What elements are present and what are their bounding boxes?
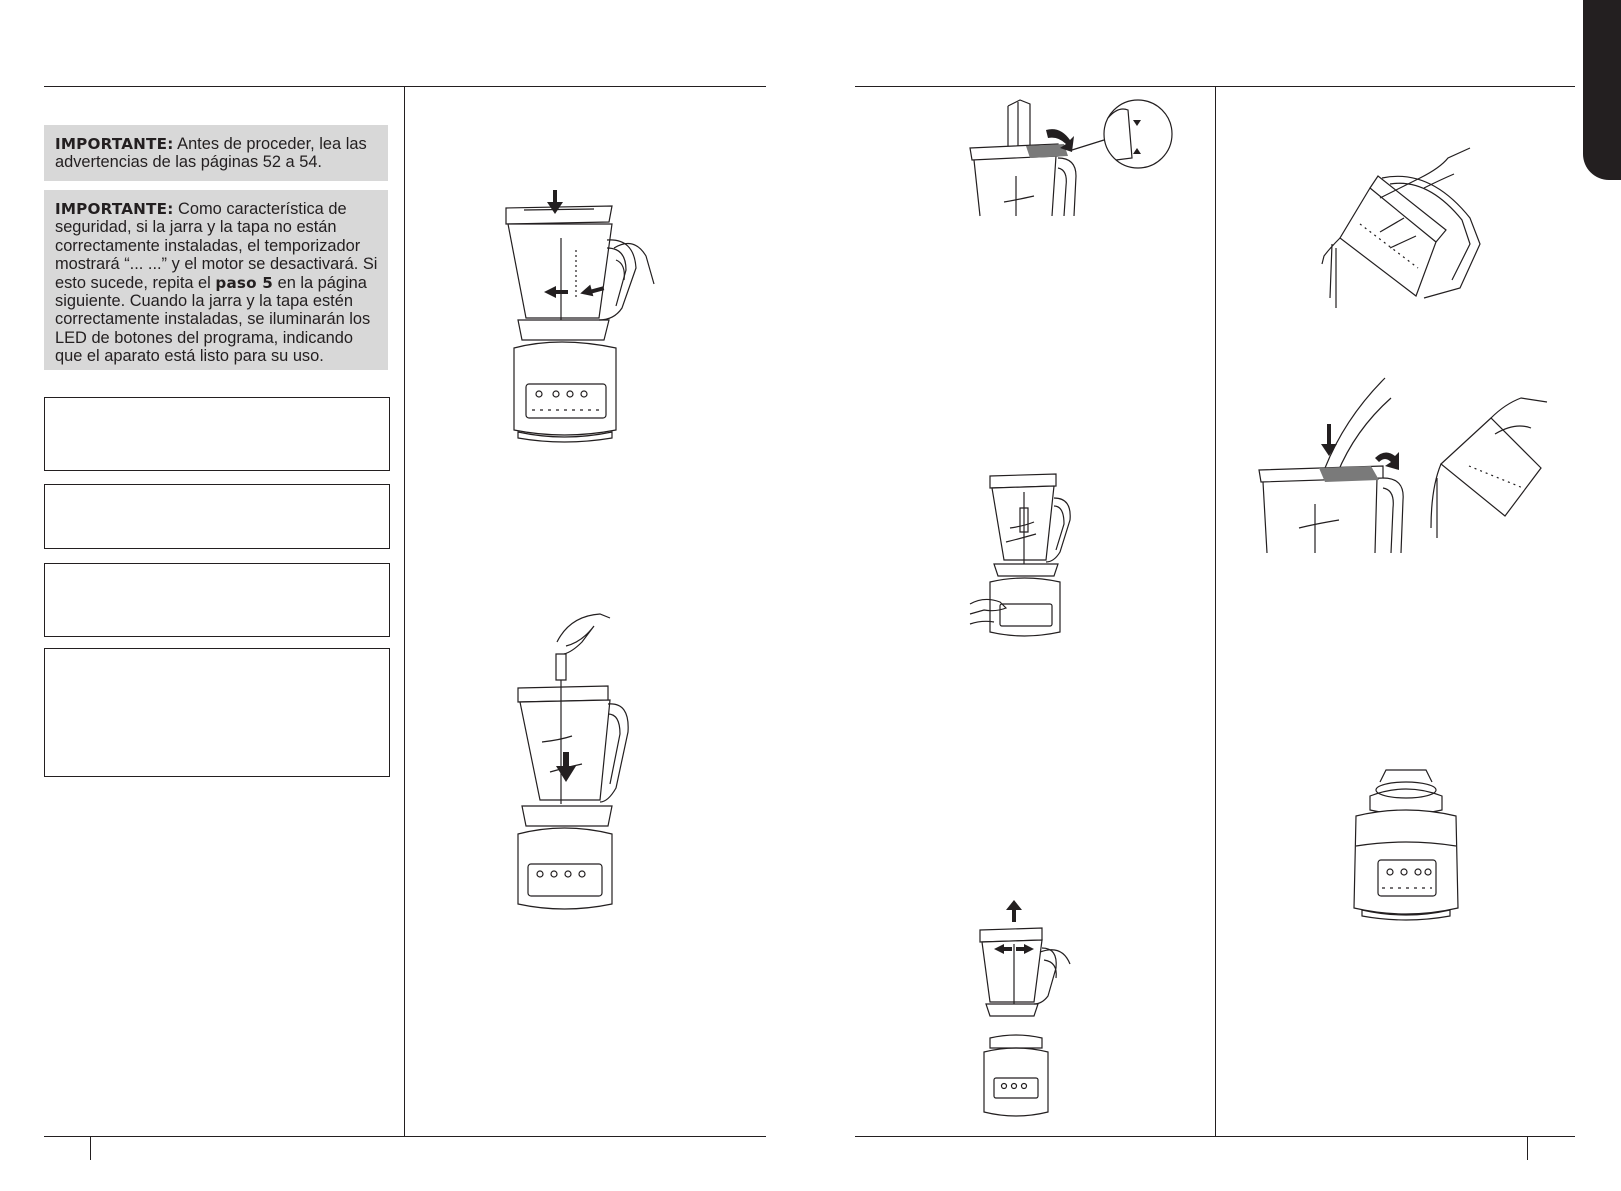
pitcher-removal-icon [978,900,1074,1122]
blender-lid-install-icon [504,188,659,453]
important-label: IMPORTANTE: [55,135,174,153]
empty-box-4 [44,648,390,777]
important-note-text-continued: en la página siguiente. Cuando la jarra y la tapa estén correctamente instaladas, se iluminarán los LED de botones del programa, indicando que el aparato está listo para su uso. [55,273,371,366]
important-note-text: Antes de proceder, lea las advertencias de las páginas 52 a 54. [55,135,367,172]
bottom-rule-right [855,1136,1575,1137]
column-divider-left [404,86,405,1136]
important-note-warnings [44,125,388,181]
page-number-divider-right [1527,1136,1528,1160]
motor-base-icon [1350,768,1462,920]
empty-box-3 [44,563,390,637]
important-label: IMPORTANTE: [55,200,174,218]
important-note-text: Como característica de seguridad, si la jarra y la tapa no están correctamente instaladas, el temporizador mostrará “... ...” y el motor se desactivará. Si esto sucede, repita el [55,200,378,292]
empty-box-1 [44,397,390,471]
important-note-safety [44,190,388,370]
step-reference: paso 5 [215,273,274,292]
empty-box-2 [44,484,390,549]
pouring-pitcher-icon [1320,148,1506,310]
top-rule-left [44,86,766,87]
blender-blade-insert-icon [512,612,637,917]
section-tab [1583,0,1621,180]
blender-control-panel-icon [970,472,1074,642]
lid-release-button-icon [1255,378,1555,553]
bottom-rule-left [44,1136,766,1137]
page-number-divider-left [90,1136,91,1160]
column-divider-right [1215,86,1216,1136]
lid-handle-lock-icon [968,96,1173,218]
